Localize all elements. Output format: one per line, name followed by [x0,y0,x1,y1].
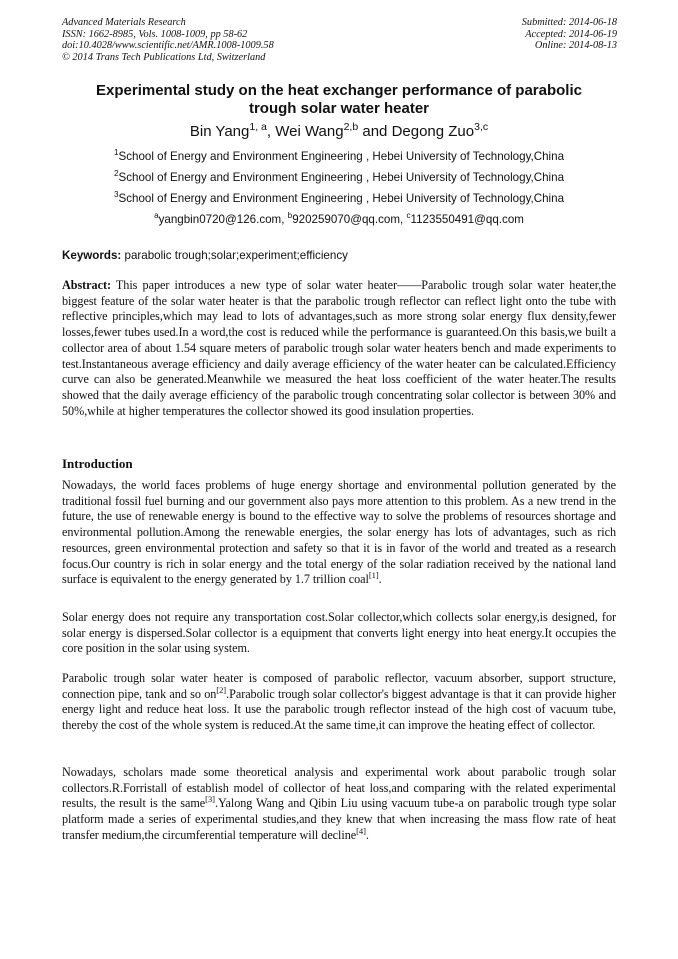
paragraph-text: . [378,572,382,587]
affiliation-text: School of Energy and Environment Engineering , Hebei University of Technology,China [118,171,565,184]
abstract [62,278,616,419]
paragraph-text: Nowadays, the world faces problems of huge energy shortage and environmental pollution generated by the traditional fossil fuel burning and our government also pays more attention to this problem. As a new trend in the future, the use of renewable energy is bound to the effective way to solve the problems of resources shortage and environmental pollution.Among the renewable energies, the solar energy has lots of advantages, such as rich resources, green environmental protection and safety so that it is in favor of the world and treated as a research focus.Our country is rich in solar energy and the total energy of the solar radiation received by the national land surface is equivalent to the energy generated by 1.7 trillion coal [62,478,616,587]
journal-doi: doi:10.4028/www.scientific.net/AMR.1008-1009.58 [62,40,274,52]
author-affiliation-mark: 1, a [249,121,267,133]
paragraph-text: . [365,827,369,842]
journal-copyright: © 2014 Trans Tech Publications Ltd, Switzerland [62,51,266,63]
author-separator: and [358,123,392,140]
affiliation [62,171,616,185]
email-address: 920259070@qq.com, [292,213,407,226]
affiliation-number: 1 [113,148,119,158]
keywords [62,249,616,263]
paragraph-text: .Parabolic trough solar collector's biggest advantage is that it can provide higher energy light and reduce heat loss. It use the parabolic trough reflector instead of the high cost of vacuum tube, thereby the cost of the whole system is reduced.At the same time,it can improve the heating effect of collector. [62,686,616,733]
affiliation-number: 3 [113,190,119,200]
section-heading-introduction: Introduction [62,456,133,471]
author-list [62,123,616,141]
title-line: Experimental study on the heat exchanger performance of parabolic [96,82,582,99]
keywords-label: Keywords: [62,249,122,262]
title-line: trough solar water heater [248,100,430,117]
affiliation [62,150,616,164]
paragraph-text: .Yalong Wang and Qibin Liu using vacuum tube-a on parabolic trough type solar platform made a series of experimental studies,and they knew that when increasing the mass flow rate of heat transfer medium,the circumferential temperature will decline [62,796,616,842]
paper-title [62,82,616,118]
author-affiliation-mark: 2,b [343,121,359,133]
body-paragraph [62,671,616,734]
keywords-text: parabolic trough;solar;experiment;efficiency [121,249,348,262]
author-name: Bin Yang [189,123,250,140]
affiliation-number: 2 [113,169,119,179]
abstract-label: Abstract: [62,278,111,292]
body-paragraph [62,478,616,588]
citation-ref: [1] [368,570,379,581]
email-address: yangbin0720@126.com, [158,213,288,226]
body-paragraph: Solar energy does not require any transportation cost.Solar collector,which collects solar energy,is designed, for solar energy is dispersed.Solar collector is a equipment that converts light energy into heat energy.It occupies the core position in the solar using system. [62,610,616,656]
journal-issn: ISSN: 1662-8985, Vols. 1008-1009, pp 58-62 [62,28,248,40]
author-name: Wei Wang [275,123,344,140]
email-mark: b [287,211,293,221]
accepted-date: Accepted: 2014-06-19 [525,28,617,40]
author-affiliation-mark: 3,c [474,121,489,133]
abstract-text: This paper introduces a new type of solar water heater——Parabolic trough solar water heater,the biggest feature of the solar water heater is that the parabolic trough reflector can reflect light onto the tube with reflective principles,which may lead to lots of advantages,such as more strong solar energy flux density,fewer losses,fewer tubes used.In a word,the cost is reduced while the performance is guaranteed.On this basis,we built a collector area of about 1.54 square meters of parabolic trough solar water heaters bench and made experiments to test.Instantaneous average efficiency and daily average efficiency of the water heater can be calculated.Efficiency curve can also be generated.Meanwhile we measured the heat loss coefficient of the water heater.The results showed that the daily average efficiency of the parabolic trough concentrating solar collector is between 30% and 50%,while at higher temperatures the collector showed its good insulation properties. [62,278,616,418]
affiliation-text: School of Energy and Environment Engineering , Hebei University of Technology,China [118,150,565,163]
citation-ref: [2] [216,684,227,695]
submitted-date: Submitted: 2014-06-18 [521,17,617,28]
paragraph-text: Nowadays, scholars made some theoretical analysis and experimental work about parabolic trough solar collectors.R.Forristall of establish model of collector of heat loss,and comparing with the related experimental results, the result is the same [62,765,616,811]
citation-ref: [4] [356,825,366,836]
journal-header [62,17,274,63]
online-date: Online: 2014-08-13 [534,40,617,52]
author-emails [62,213,616,227]
email-mark: a [154,211,159,221]
affiliation-text: School of Energy and Environment Engineering , Hebei University of Technology,China [118,192,565,205]
author-name: Degong Zuo [391,123,475,140]
affiliation [62,192,616,206]
author-separator: , [266,123,276,140]
citation-ref: [3] [205,794,215,805]
date-header [522,17,617,52]
email-mark: c [406,211,411,221]
email-address: 1123550491@qq.com [410,213,524,226]
body-paragraph [62,765,616,844]
journal-name: Advanced Materials Research [62,17,186,28]
paragraph-text: Parabolic trough solar water heater is composed of parabolic reflector, vacuum absorber, support structure, connection pipe, tank and so on [62,671,616,701]
